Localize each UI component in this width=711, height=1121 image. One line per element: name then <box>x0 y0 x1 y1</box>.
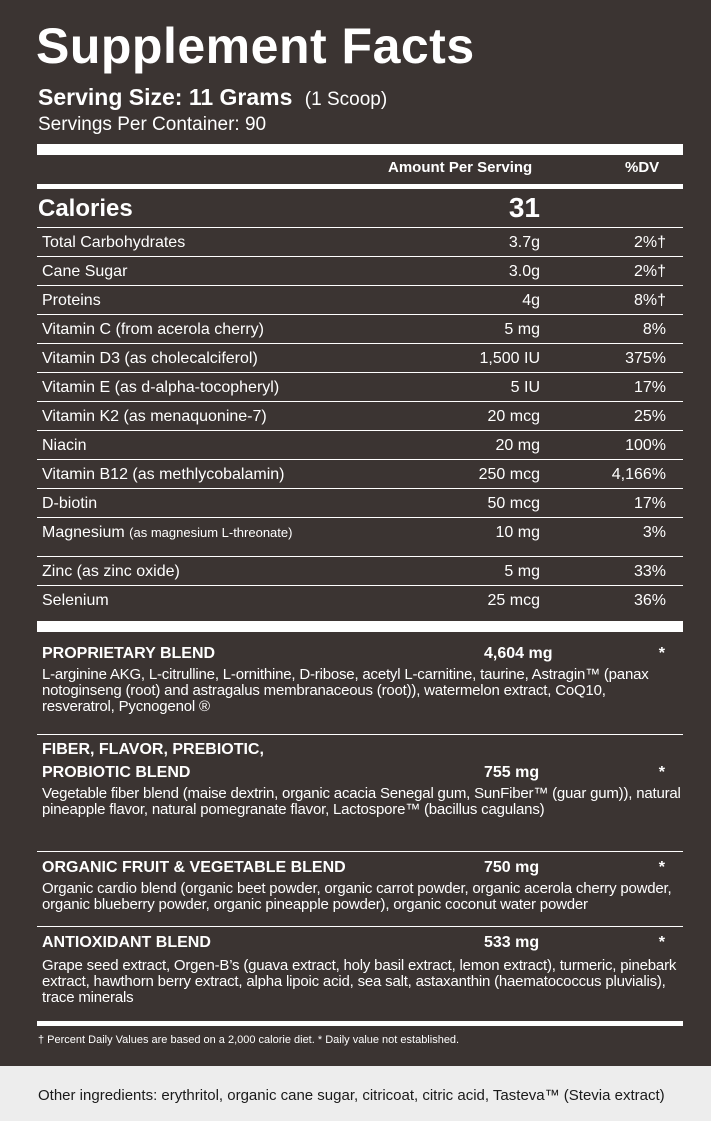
nutrient-dv: 17% <box>633 379 666 396</box>
nutrient-name: Niacin <box>42 437 87 454</box>
nutrient-row <box>37 285 683 315</box>
nutrient-name: Vitamin B12 (as methlycobalamin) <box>42 466 285 483</box>
nutrient-row <box>37 459 683 489</box>
blend-description: L-arginine AKG, L-citrulline, L-ornithine, D-ribose, acetyl L-carnitine, taurine, Astragin™ (panax notoginseng (root) and astragalus membranaceous (root)), watermelon extract, CoQ10, resveratrol, Pycnogenol ® <box>42 666 649 715</box>
blend-name: ORGANIC FRUIT & VEGETABLE BLEND <box>42 859 346 876</box>
nutrient-name: Vitamin D3 (as cholecalciferol) <box>42 350 258 367</box>
nutrient-name: D-biotin <box>42 495 98 512</box>
nutrient-row <box>37 517 683 547</box>
nutrient-row <box>37 556 683 586</box>
blend-name: PROPRIETARY BLEND <box>42 645 216 662</box>
nutrient-name: Vitamin E (as d-alpha-tocopheryl) <box>42 379 280 396</box>
nutrient-dv: 8% <box>642 321 666 338</box>
nutrient-dv: 17% <box>633 495 666 512</box>
nutrient-amount: 5 IU <box>510 379 540 396</box>
nutrient-row <box>37 401 683 431</box>
blend-description: Grape seed extract, Orgen-B’s (guava extract, holy basil extract, lemon extract), turmeric, pinebark extract, hawthorn berry extract, alpha lipoic acid, sea salt, astaxanthin (haematococcus pluvialis), trace minerals <box>42 957 677 1006</box>
nutrient-name: Vitamin C (from acerola cherry) <box>42 321 264 338</box>
calories-label: Calories <box>38 195 133 222</box>
nutrient-dv: 2%† <box>633 234 666 251</box>
other-ingredients: Other ingredients: erythritol, organic cane sugar, citricoat, citric acid, Tasteva™ (Stevia extract) <box>38 1087 665 1104</box>
blend-amount: 4,604 mg <box>484 645 553 662</box>
blend-dv: * <box>658 645 665 662</box>
serving-size <box>38 83 387 114</box>
nutrient-amount: 3.0g <box>508 263 540 280</box>
calories-value: 31 <box>508 192 540 223</box>
nutrient-dv: 33% <box>633 563 666 580</box>
nutrient-name: Total Carbohydrates <box>42 234 186 251</box>
nutrient-dv: 36% <box>633 592 666 609</box>
nutrient-row <box>37 430 683 460</box>
serving-size-note: (1 Scoop) <box>304 89 388 110</box>
nutrient-row <box>37 227 683 257</box>
nutrient-row <box>37 343 683 373</box>
nutrient-amount: 5 mg <box>504 321 540 338</box>
nutrient-amount: 10 mg <box>495 524 540 541</box>
nutrient-name: Zinc (as zinc oxide) <box>42 563 180 580</box>
servings-per-container: Servings Per Container: 90 <box>38 114 267 135</box>
nutrient-amount: 5 mg <box>504 563 540 580</box>
nutrient-name: Proteins <box>42 292 101 309</box>
nutrient-row <box>37 585 683 615</box>
nutrient-amount: 50 mcg <box>487 495 540 512</box>
nutrient-row <box>37 314 683 344</box>
nutrient-amount: 20 mcg <box>487 408 540 425</box>
blend-amount: 750 mg <box>484 859 540 876</box>
blend-name-line1: FIBER, FLAVOR, PREBIOTIC, <box>42 741 264 758</box>
nutrient-dv: 4,166% <box>611 466 666 483</box>
blend-dv: * <box>658 859 665 876</box>
nutrient-amount: 25 mcg <box>487 592 540 609</box>
blend-description: Organic cardio blend (organic beet powder, organic carrot powder, organic acerola cherry powder, organic blueberry powder, organic pineapple powder), organic coconut water powder <box>42 880 672 913</box>
thick-divider <box>37 144 683 155</box>
nutrient-dv: 2%† <box>633 263 666 280</box>
nutrient-name: Selenium <box>42 592 109 609</box>
nutrient-name-note: (as magnesium L-threonate) <box>129 525 293 540</box>
nutrient-name: Cane Sugar <box>42 263 128 280</box>
blend-divider <box>37 734 683 735</box>
medium-divider <box>37 184 683 189</box>
nutrient-row <box>37 256 683 286</box>
label-title: Supplement Facts <box>36 18 475 74</box>
dv-header: %DV <box>625 159 660 176</box>
blend-divider <box>37 851 683 852</box>
blend-amount: 533 mg <box>484 934 540 951</box>
nutrient-dv: 25% <box>633 408 666 425</box>
serving-size-value: Serving Size: 11 Grams <box>38 84 293 110</box>
nutrient-row <box>37 488 683 518</box>
nutrient-dv: 100% <box>625 437 666 454</box>
nutrient-amount: 20 mg <box>495 437 540 454</box>
thick-divider <box>37 621 683 632</box>
footnote: † Percent Daily Values are based on a 2,000 calorie diet. * Daily value not established. <box>38 1034 460 1046</box>
nutrient-name: Vitamin K2 (as menaquonine-7) <box>42 408 267 425</box>
blend-description: Vegetable fiber blend (maise dextrin, organic acacia Senegal gum, SunFiber™ (guar gum)), natural pineapple flavor, natural pomegranate flavor, Lactospore™ (bacillus cagulans) <box>42 785 681 818</box>
blend-dv: * <box>658 934 665 951</box>
nutrient-row <box>37 372 683 402</box>
medium-divider <box>37 1021 683 1026</box>
blend-name: PROBIOTIC BLEND <box>42 764 191 781</box>
amount-per-serving-header: Amount Per Serving <box>388 159 533 176</box>
blend-divider <box>37 926 683 927</box>
nutrient-dv: 3% <box>642 524 666 541</box>
nutrient-amount: 250 mcg <box>478 466 540 483</box>
blend-name: ANTIOXIDANT BLEND <box>42 934 211 951</box>
nutrient-amount: 4g <box>522 292 540 309</box>
nutrient-amount: 1,500 IU <box>479 350 540 367</box>
nutrient-dv: 375% <box>625 350 666 367</box>
nutrient-dv: 8%† <box>633 292 666 309</box>
blend-dv: * <box>658 764 665 781</box>
nutrient-name <box>42 518 292 547</box>
nutrient-name-main: Magnesium <box>42 524 125 541</box>
blend-amount: 755 mg <box>484 764 540 781</box>
nutrient-amount: 3.7g <box>508 234 540 251</box>
